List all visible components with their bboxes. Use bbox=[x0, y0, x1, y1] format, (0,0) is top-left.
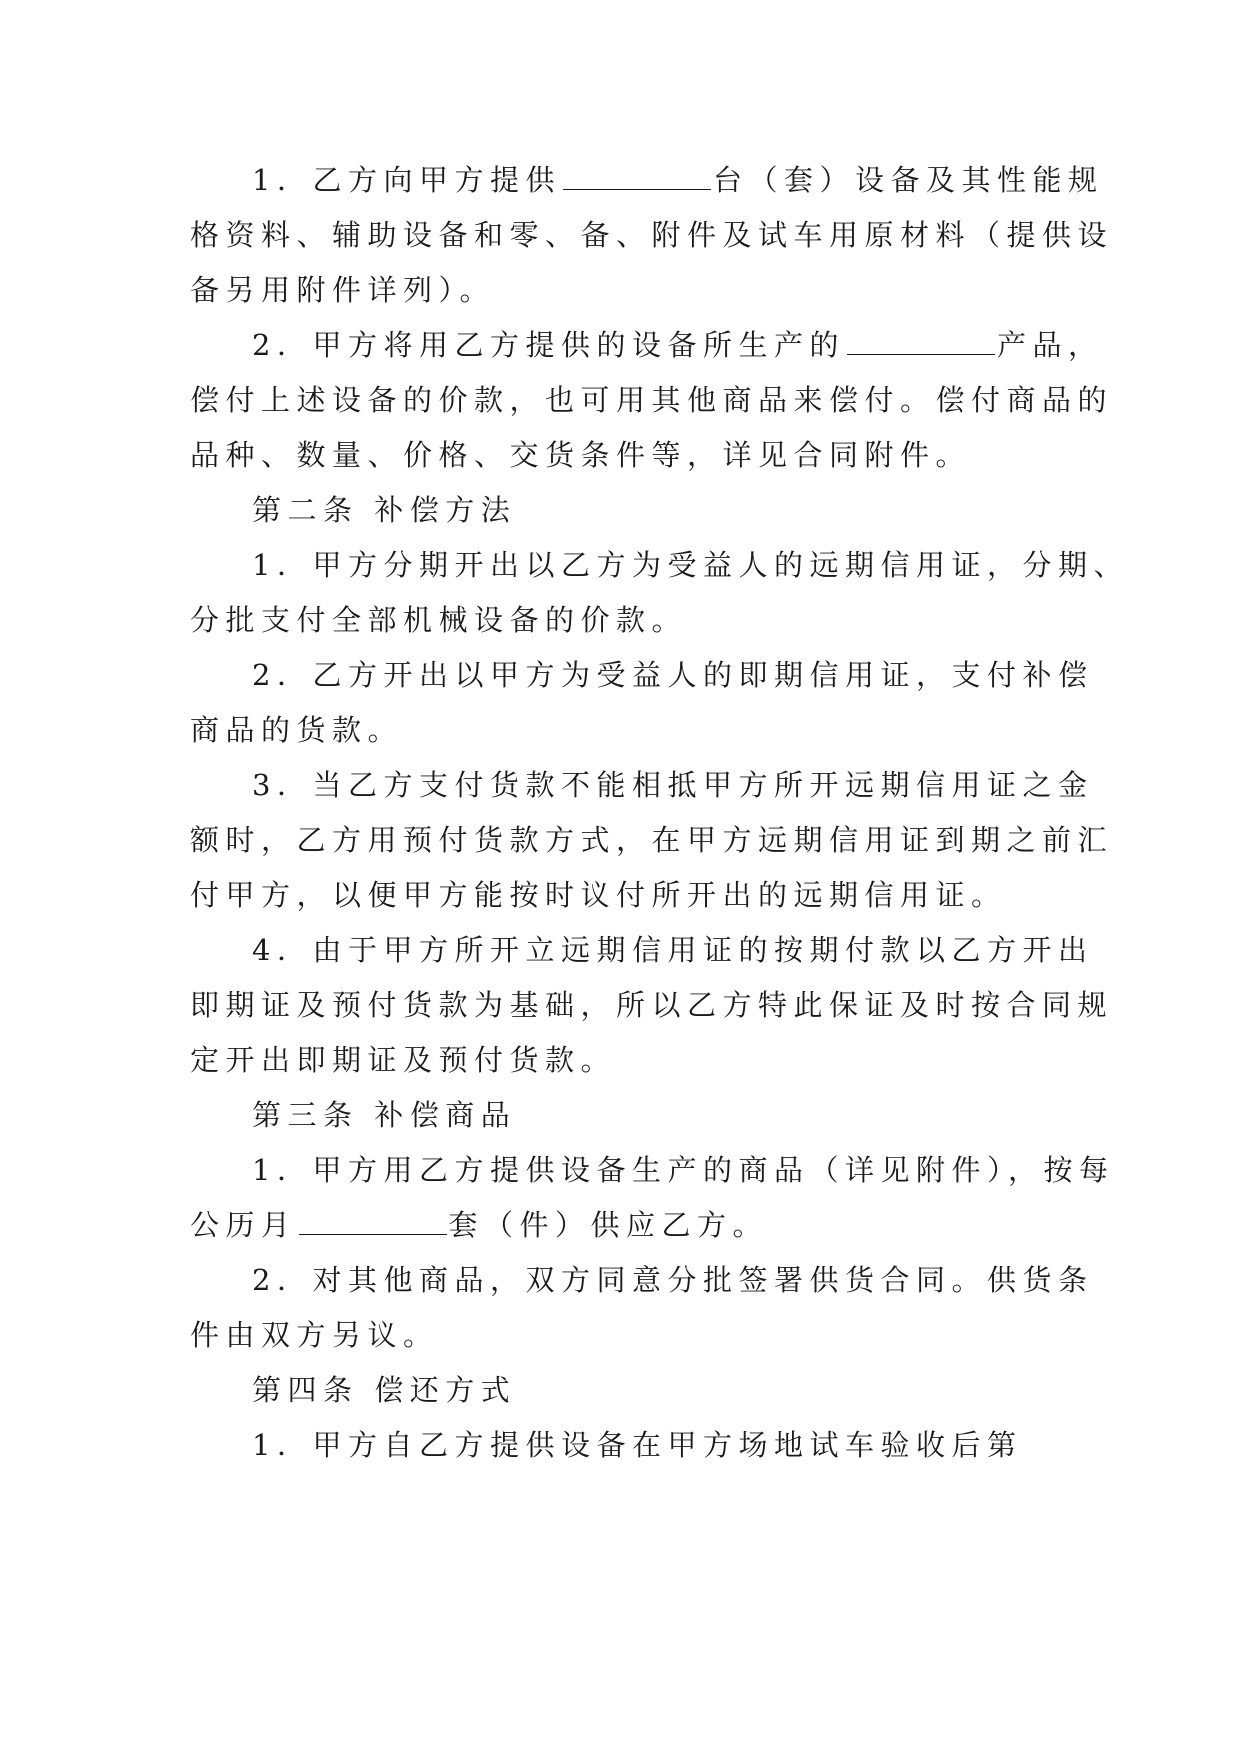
text: 台（套）设备及其性能规 bbox=[712, 163, 1104, 197]
text: 2．甲方将用乙方提供的设备所生产的 bbox=[252, 328, 845, 362]
fill-blank bbox=[563, 161, 711, 190]
paragraph-line bbox=[252, 325, 1103, 365]
paragraph-line: 分批支付全部机械设备的价款。 bbox=[190, 603, 688, 637]
paragraph-line: 2．乙方开出以甲方为受益人的即期信用证，支付补偿 bbox=[252, 658, 1094, 692]
paragraph-line: 偿付上述设备的价款，也可用其他商品来偿付。偿付商品的 bbox=[190, 383, 1114, 417]
paragraph-line: 1．甲方自乙方提供设备在甲方场地试车验收后第 bbox=[252, 1428, 1023, 1462]
text: 1．乙方向甲方提供 bbox=[252, 163, 561, 197]
paragraph-line: 1．甲方分期开出以乙方为受益人的远期信用证，分期、 bbox=[252, 548, 1129, 582]
text: 产品， bbox=[996, 328, 1104, 362]
paragraph-line: 4．由于甲方所开立远期信用证的按期付款以乙方开出 bbox=[252, 933, 1094, 967]
paragraph-line bbox=[252, 160, 1103, 200]
paragraph-line: 定开出即期证及预付货款。 bbox=[190, 1043, 617, 1077]
paragraph-line: 1．甲方用乙方提供设备生产的商品（详见附件），按每 bbox=[252, 1153, 1115, 1187]
paragraph-line: 格资料、辅助设备和零、备、附件及试车用原材料（提供设 bbox=[190, 218, 1114, 252]
paragraph-line: 备另用附件详列）。 bbox=[190, 273, 496, 307]
text: 公历月 bbox=[190, 1208, 297, 1242]
paragraph-line: 3．当乙方支付货款不能相抵甲方所开远期信用证之金 bbox=[252, 768, 1094, 802]
paragraph-line: 即期证及预付货款为基础，所以乙方特此保证及时按合同规 bbox=[190, 988, 1114, 1022]
paragraph-line bbox=[190, 1205, 768, 1245]
fill-blank bbox=[299, 1206, 447, 1235]
paragraph-line: 付甲方，以便甲方能按时议付所开出的远期信用证。 bbox=[190, 878, 1007, 912]
section-heading: 第四条 偿还方式 bbox=[252, 1373, 517, 1407]
paragraph-line: 品种、数量、价格、交货条件等，详见合同附件。 bbox=[190, 438, 972, 472]
paragraph-line: 商品的货款。 bbox=[190, 713, 404, 747]
fill-blank bbox=[847, 326, 995, 355]
section-heading: 第三条 补偿商品 bbox=[252, 1098, 517, 1132]
paragraph-line: 额时，乙方用预付货款方式，在甲方远期信用证到期之前汇 bbox=[190, 823, 1114, 857]
text: 套（件）供应乙方。 bbox=[448, 1208, 769, 1242]
paragraph-line: 2．对其他商品，双方同意分批签署供货合同。供货条 bbox=[252, 1263, 1094, 1297]
paragraph-line: 件由双方另议。 bbox=[190, 1318, 439, 1352]
section-heading: 第二条 补偿方法 bbox=[252, 493, 517, 527]
